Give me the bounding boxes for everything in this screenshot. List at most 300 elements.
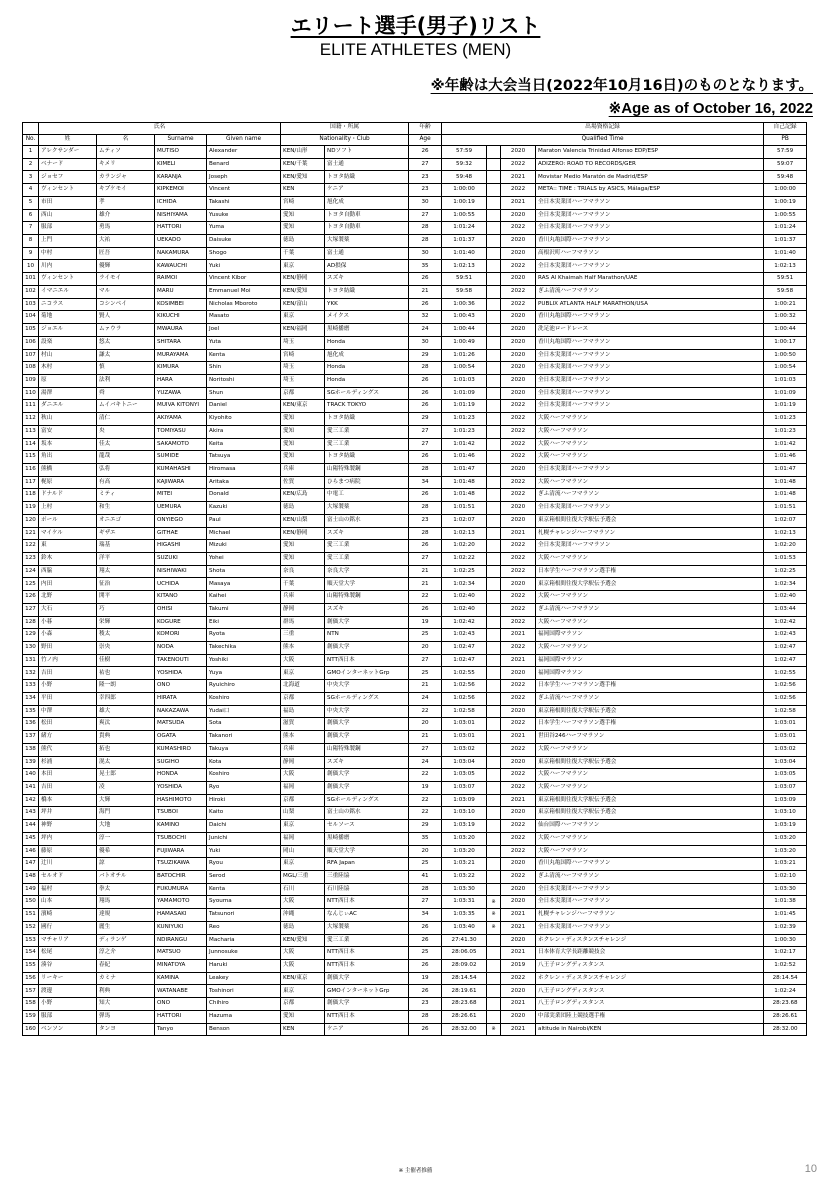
cell-nat: 北海道: [281, 680, 325, 693]
cell-year: 2022: [501, 285, 536, 298]
cell-mark: ※: [487, 896, 501, 909]
cell-sur: SUMIDE: [155, 451, 207, 464]
cell-time: 1:01:46: [442, 451, 487, 464]
header-given-jp: 名: [97, 134, 155, 146]
cell-time: 1:01:47: [442, 463, 487, 476]
cell-club: 富士通: [325, 247, 409, 260]
cell-fam: 秋山: [39, 413, 97, 426]
cell-gn: Kiyohito: [207, 413, 281, 426]
table-row: [23, 692, 807, 705]
cell-sur: MUTISO: [155, 146, 207, 159]
cell-sur: TSUZIKAWA: [155, 858, 207, 871]
cell-race: 日本体育大学長距離競技会: [536, 947, 764, 960]
cell-year: 2020: [501, 807, 536, 820]
page-title-jp-text: エリート選手(男子)リスト: [290, 14, 541, 38]
cell-gn: Aritaka: [207, 476, 281, 489]
table-row: [23, 425, 807, 438]
table-row: [23, 629, 807, 642]
cell-pb: 1:02:56: [764, 680, 807, 693]
cell-pb: 28:26.61: [764, 1010, 807, 1023]
cell-gn: Kaihei: [207, 591, 281, 604]
cell-nat: 滋賀: [281, 718, 325, 731]
cell-race: 高根沢町ハーフマラソン: [536, 247, 764, 260]
cell-nat: 沖縄: [281, 909, 325, 922]
cell-giv: キプケモイ: [97, 184, 155, 197]
cell-time: 1:03:30: [442, 883, 487, 896]
cell-pb: 1:01:45: [764, 909, 807, 922]
cell-fam: 福村: [39, 883, 97, 896]
cell-race: 大阪ハーフマラソン: [536, 769, 764, 782]
cell-mark: [487, 324, 501, 337]
table-row: [23, 870, 807, 883]
cell-fam: 上村: [39, 502, 97, 515]
cell-year: 2022: [501, 540, 536, 553]
table-row: [23, 311, 807, 324]
cell-no: 136: [23, 718, 39, 731]
cell-giv: 雄大: [97, 705, 155, 718]
cell-time: 1:03:22: [442, 870, 487, 883]
cell-giv: 淳之介: [97, 947, 155, 960]
cell-pb: 1:02:13: [764, 527, 807, 540]
cell-pb: 1:03:01: [764, 718, 807, 731]
cell-sur: YUZAWA: [155, 387, 207, 400]
cell-race: Movistar Medio Maratón de Madrid/ESP: [536, 171, 764, 184]
cell-age: 21: [409, 731, 442, 744]
cell-gn: Tatsunori: [207, 909, 281, 922]
cell-year: 2020: [501, 324, 536, 337]
cell-year: 2020: [501, 387, 536, 400]
cell-club: Honda: [325, 362, 409, 375]
elite-athletes-table: [22, 122, 807, 1036]
cell-sur: NAKAZAWA: [155, 705, 207, 718]
cell-race: 大阪ハーフマラソン: [536, 743, 764, 756]
cell-time: 1:02:34: [442, 578, 487, 591]
cell-race: 香川丸亀国際ハーフマラソン: [536, 311, 764, 324]
cell-fam: 杉浦: [39, 756, 97, 769]
cell-age: 26: [409, 603, 442, 616]
cell-no: 110: [23, 387, 39, 400]
cell-nat: 愛知: [281, 425, 325, 438]
cell-mark: [487, 820, 501, 833]
cell-gn: Paul: [207, 514, 281, 527]
cell-no: 146: [23, 845, 39, 858]
cell-time: 1:03:01: [442, 718, 487, 731]
table-row: [23, 349, 807, 362]
cell-fam: 木村: [39, 362, 97, 375]
cell-gn: Yusuke: [207, 209, 281, 222]
cell-club: TRACK TOKYO: [325, 400, 409, 413]
cell-giv: 慎: [97, 362, 155, 375]
cell-race: ぎふ清流ハーフマラソン: [536, 489, 764, 502]
cell-time: 1:03:20: [442, 832, 487, 845]
cell-time: 28:19.61: [442, 985, 487, 998]
cell-club: トヨタ紡織: [325, 285, 409, 298]
cell-pb: 1:00:21: [764, 298, 807, 311]
cell-mark: [487, 870, 501, 883]
cell-sur: YOSHIDA: [155, 781, 207, 794]
cell-pb: 1:03:20: [764, 832, 807, 845]
cell-mark: [487, 960, 501, 973]
cell-race: 大阪ハーフマラソン: [536, 438, 764, 451]
cell-pb: 59:07: [764, 158, 807, 171]
cell-age: 28: [409, 362, 442, 375]
cell-time: 1:00:36: [442, 298, 487, 311]
cell-giv: 龍哉: [97, 451, 155, 464]
cell-age: 34: [409, 909, 442, 922]
cell-time: 1:03:07: [442, 781, 487, 794]
cell-race: PUBLIX ATLANTA HALF MARATHON/USA: [536, 298, 764, 311]
cell-fam: 辻川: [39, 858, 97, 871]
cell-no: 141: [23, 781, 39, 794]
cell-race: 日本学生ハーフマラソン選手権: [536, 680, 764, 693]
table-row: [23, 781, 807, 794]
cell-club: 富士山の銘水: [325, 514, 409, 527]
cell-year: 2020: [501, 985, 536, 998]
cell-nat: 京都: [281, 692, 325, 705]
cell-nat: 京都: [281, 794, 325, 807]
cell-gn: Alexander: [207, 146, 281, 159]
cell-no: 6: [23, 209, 39, 222]
cell-fam: 熊橋: [39, 463, 97, 476]
table-row: [23, 413, 807, 426]
cell-nat: 兵庫: [281, 743, 325, 756]
cell-time: 1:03:10: [442, 807, 487, 820]
cell-club: 富士山の銘水: [325, 807, 409, 820]
cell-fam: 竹ノ内: [39, 654, 97, 667]
cell-year: 2020: [501, 858, 536, 871]
cell-age: 25: [409, 629, 442, 642]
cell-no: 143: [23, 807, 39, 820]
cell-time: 1:01:48: [442, 476, 487, 489]
cell-nat: 京都: [281, 387, 325, 400]
cell-sur: KUNIYUKI: [155, 921, 207, 934]
cell-age: 26: [409, 960, 442, 973]
cell-race: 世田谷246ハーフマラソン: [536, 731, 764, 744]
cell-age: 30: [409, 196, 442, 209]
cell-race: 全日本実業団ハーフマラソン: [536, 374, 764, 387]
cell-age: 22: [409, 705, 442, 718]
cell-age: 28: [409, 1010, 442, 1023]
cell-fam: 菊地: [39, 311, 97, 324]
cell-age: 28: [409, 222, 442, 235]
cell-year: 2022: [501, 489, 536, 502]
cell-club: 創価大学: [325, 972, 409, 985]
cell-nat: 千葉: [281, 578, 325, 591]
cell-giv: 開平: [97, 591, 155, 604]
cell-age: 22: [409, 769, 442, 782]
cell-sur: HATTORI: [155, 1010, 207, 1023]
cell-year: 2022: [501, 680, 536, 693]
cell-club: スズキ: [325, 603, 409, 616]
cell-mark: [487, 667, 501, 680]
cell-giv: 匠吾: [97, 247, 155, 260]
cell-time: 59:48: [442, 171, 487, 184]
cell-race: 全日本実業団ハーフマラソン: [536, 222, 764, 235]
cell-giv: 拳太: [97, 883, 155, 896]
cell-giv: ギザエ: [97, 527, 155, 540]
cell-age: 19: [409, 781, 442, 794]
cell-club: スズキ: [325, 273, 409, 286]
cell-time: 1:02:40: [442, 603, 487, 616]
cell-gn: Emmanuel Moi: [207, 285, 281, 298]
cell-race: 仙台国際ハーフマラソン: [536, 820, 764, 833]
cell-age: 27: [409, 438, 442, 451]
cell-age: 22: [409, 794, 442, 807]
cell-year: 2020: [501, 502, 536, 515]
cell-time: 1:01:03: [442, 374, 487, 387]
cell-fam: 坪井: [39, 807, 97, 820]
table-row: [23, 540, 807, 553]
cell-club: GMOインターネットGrp: [325, 985, 409, 998]
table-row: [23, 972, 807, 985]
cell-gn: Hiromasa: [207, 463, 281, 476]
cell-mark: [487, 845, 501, 858]
page-title-en: ELITE ATHLETES (MEN): [319, 40, 512, 59]
cell-age: 27: [409, 209, 442, 222]
cell-fam: 濱崎: [39, 909, 97, 922]
cell-pb: 1:03:21: [764, 858, 807, 871]
cell-gn: Vincent Kibor: [207, 273, 281, 286]
cell-mark: [487, 527, 501, 540]
cell-no: 111: [23, 400, 39, 413]
cell-gn: Ryota: [207, 629, 281, 642]
footnote: ※ 主催者推薦: [398, 1168, 433, 1174]
cell-mark: [487, 349, 501, 362]
cell-giv: 達規: [97, 909, 155, 922]
cell-age: 26: [409, 489, 442, 502]
cell-giv: 賢人: [97, 311, 155, 324]
cell-mark: ※: [487, 1023, 501, 1036]
cell-gn: Masato: [207, 311, 281, 324]
cell-gn: Junichi: [207, 832, 281, 845]
cell-age: 25: [409, 667, 442, 680]
cell-age: 24: [409, 756, 442, 769]
cell-year: 2022: [501, 476, 536, 489]
cell-fam: 鈴木: [39, 553, 97, 566]
cell-fam: 上門: [39, 235, 97, 248]
cell-nat: MGL/三重: [281, 870, 325, 883]
cell-race: META:: TIME : TRIALS by ASICS, Málaga/ESP: [536, 184, 764, 197]
cell-nat: 徳島: [281, 235, 325, 248]
cell-gn: Takanori: [207, 731, 281, 744]
cell-nat: 大阪: [281, 896, 325, 909]
cell-age: 26: [409, 146, 442, 159]
cell-time: 28:23.68: [442, 998, 487, 1011]
cell-mark: [487, 285, 501, 298]
cell-sur: Tanyo: [155, 1023, 207, 1036]
table-row: [23, 158, 807, 171]
cell-club: トヨタ自動車: [325, 222, 409, 235]
cell-pb: 1:01:40: [764, 247, 807, 260]
cell-gn: Yudai口: [207, 705, 281, 718]
cell-no: 148: [23, 870, 39, 883]
cell-race: 全日本実業団ハーフマラソン: [536, 260, 764, 273]
cell-race: 福岡国際マラソン: [536, 654, 764, 667]
cell-sur: MARU: [155, 285, 207, 298]
cell-pb: 1:01:46: [764, 451, 807, 464]
cell-no: 3: [23, 171, 39, 184]
cell-pb: 59:51: [764, 273, 807, 286]
cell-gn: Yuta: [207, 336, 281, 349]
cell-mark: [487, 476, 501, 489]
cell-club: 山陽特殊製鋼: [325, 591, 409, 604]
cell-race: 全日本実業団ハーフマラソン: [536, 349, 764, 362]
cell-time: 1:02:47: [442, 642, 487, 655]
cell-fam: 本田: [39, 769, 97, 782]
cell-gn: Daichi: [207, 820, 281, 833]
cell-gn: Leakey: [207, 972, 281, 985]
cell-race: ぎふ清流ハーフマラソン: [536, 692, 764, 705]
cell-mark: [487, 718, 501, 731]
header-qualified-jp: 出場資格記録: [442, 123, 764, 135]
cell-sur: HASHIMOTO: [155, 794, 207, 807]
cell-time: 1:03:19: [442, 820, 487, 833]
cell-year: 2022: [501, 642, 536, 655]
cell-fam: 村山: [39, 349, 97, 362]
cell-no: 145: [23, 832, 39, 845]
cell-no: 122: [23, 540, 39, 553]
cell-pb: 1:00:17: [764, 336, 807, 349]
cell-mark: [487, 629, 501, 642]
cell-mark: [487, 209, 501, 222]
cell-giv: ムイバキトニー: [97, 400, 155, 413]
cell-race: 大阪ハーフマラソン: [536, 845, 764, 858]
cell-mark: [487, 832, 501, 845]
cell-age: 26: [409, 540, 442, 553]
cell-giv: ディランゲ: [97, 934, 155, 947]
cell-mark: [487, 247, 501, 260]
cell-sur: KIPKEMOI: [155, 184, 207, 197]
cell-mark: [487, 311, 501, 324]
cell-fam: ジョセフ: [39, 171, 97, 184]
page-title-jp: [0, 10, 831, 40]
cell-mark: [487, 425, 501, 438]
cell-nat: 埼玉: [281, 362, 325, 375]
cell-pb: 1:02:39: [764, 921, 807, 934]
cell-year: 2022: [501, 718, 536, 731]
cell-year: 2022: [501, 413, 536, 426]
cell-time: 1:02:42: [442, 616, 487, 629]
cell-time: 28:32.00: [442, 1023, 487, 1036]
cell-gn: Takashi: [207, 196, 281, 209]
cell-mark: [487, 451, 501, 464]
table-row: [23, 705, 807, 718]
cell-year: 2022: [501, 184, 536, 197]
cell-nat: 大阪: [281, 960, 325, 973]
cell-race: 大阪ハーフマラソン: [536, 413, 764, 426]
cell-club: 山陽特殊製鋼: [325, 463, 409, 476]
cell-no: 105: [23, 324, 39, 337]
cell-gn: Eiki: [207, 616, 281, 629]
cell-giv: 春紀: [97, 960, 155, 973]
cell-nat: 東京: [281, 260, 325, 273]
cell-year: 2022: [501, 260, 536, 273]
cell-pb: 1:02:24: [764, 985, 807, 998]
cell-mark: [487, 540, 501, 553]
cell-year: 2020: [501, 349, 536, 362]
cell-gn: Joseph: [207, 171, 281, 184]
cell-nat: KEN/愛知: [281, 285, 325, 298]
cell-club: NTT西日本: [325, 1010, 409, 1023]
cell-sur: ONYIEGO: [155, 514, 207, 527]
cell-sur: UEKADO: [155, 235, 207, 248]
cell-year: 2022: [501, 400, 536, 413]
cell-year: 2020: [501, 463, 536, 476]
cell-gn: Serod: [207, 870, 281, 883]
cell-giv: 雄介: [97, 209, 155, 222]
table-row: [23, 807, 807, 820]
cell-gn: Shota: [207, 565, 281, 578]
cell-sur: KARANJA: [155, 171, 207, 184]
cell-time: 1:03:01: [442, 731, 487, 744]
cell-giv: 麗生: [97, 921, 155, 934]
cell-sur: SHITARA: [155, 336, 207, 349]
cell-time: 1:01:48: [442, 489, 487, 502]
cell-sur: HATTORI: [155, 222, 207, 235]
table-row: [23, 324, 807, 337]
cell-no: 133: [23, 680, 39, 693]
cell-race: 香川丸亀国際ハーフマラソン: [536, 235, 764, 248]
cell-fam: 設楽: [39, 336, 97, 349]
cell-mark: [487, 273, 501, 286]
header-age-jp: 年齢: [409, 123, 442, 135]
cell-time: 1:03:21: [442, 858, 487, 871]
header-qualified-en: Qualified Time: [442, 134, 764, 146]
cell-race: ぎふ清流ハーフマラソン: [536, 870, 764, 883]
table-row: [23, 184, 807, 197]
cell-mark: [487, 705, 501, 718]
table-row: [23, 743, 807, 756]
table-row: [23, 298, 807, 311]
cell-pb: 1:02:17: [764, 947, 807, 960]
cell-club: 愛三工業: [325, 425, 409, 438]
cell-gn: Shin: [207, 362, 281, 375]
table-row: [23, 756, 807, 769]
cell-pb: 59:58: [764, 285, 807, 298]
cell-sur: KAWAUCHI: [155, 260, 207, 273]
cell-mark: [487, 985, 501, 998]
cell-pb: 1:01:03: [764, 374, 807, 387]
table-row: [23, 731, 807, 744]
cell-fam: 小森: [39, 629, 97, 642]
cell-pb: 1:02:58: [764, 705, 807, 718]
cell-mark: [487, 374, 501, 387]
table-row: [23, 718, 807, 731]
cell-gn: Takechika: [207, 642, 281, 655]
cell-mark: [487, 413, 501, 426]
cell-no: 9: [23, 247, 39, 260]
cell-time: 59:51: [442, 273, 487, 286]
cell-age: 27: [409, 654, 442, 667]
cell-fam: 中澤: [39, 705, 97, 718]
cell-fam: 服部: [39, 1010, 97, 1023]
cell-nat: KEN/山形: [281, 146, 325, 159]
cell-mark: [487, 336, 501, 349]
cell-year: 2022: [501, 616, 536, 629]
cell-sur: GITHAE: [155, 527, 207, 540]
cell-race: ホクレン・ディスタンスチャレンジ: [536, 934, 764, 947]
cell-club: 富士通: [325, 158, 409, 171]
table-row: [23, 832, 807, 845]
header-nation-club-jp: 国籍・所属: [281, 123, 409, 135]
cell-pb: 1:02:52: [764, 960, 807, 973]
cell-pb: 1:00:50: [764, 349, 807, 362]
table-row: [23, 858, 807, 871]
cell-age: 28: [409, 502, 442, 515]
athlete-rows: [23, 146, 807, 1036]
cell-age: 30: [409, 247, 442, 260]
cell-fam: ヴィンセント: [39, 184, 97, 197]
